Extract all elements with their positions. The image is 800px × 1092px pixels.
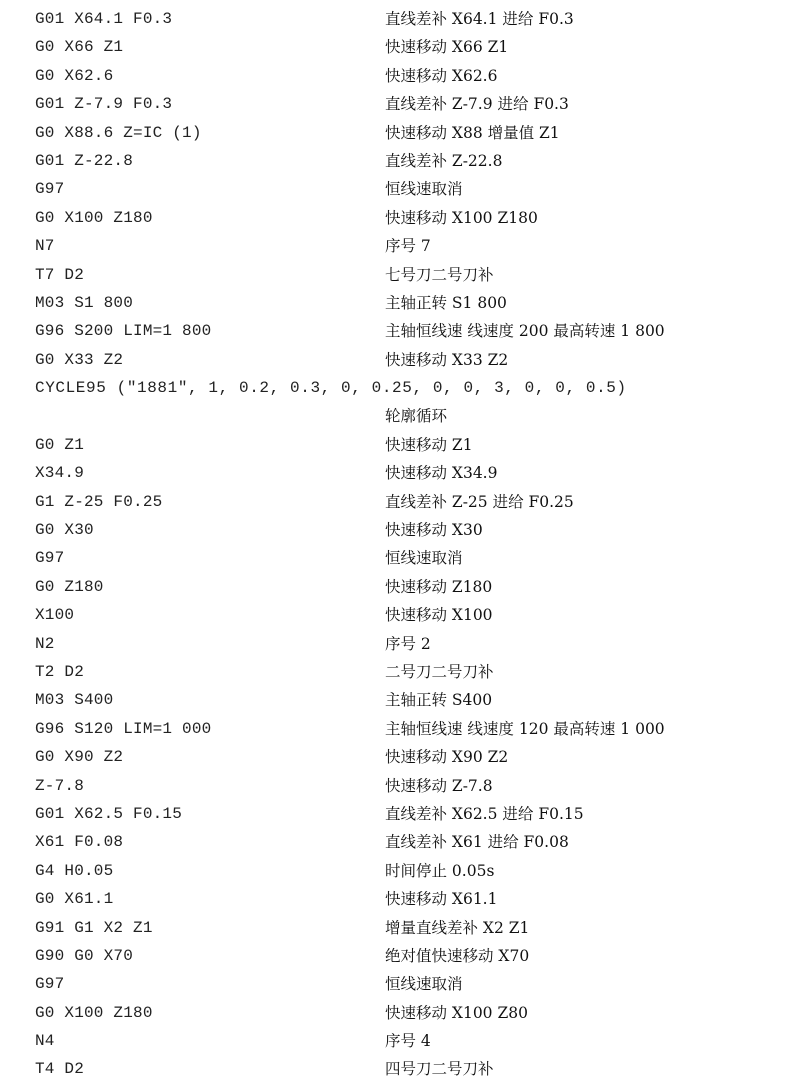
line-comment: 绝对值快速移动 X70 [385,946,530,965]
line-comment: 直线差补 X61 进给 F0.08 [385,833,569,852]
program-line [0,488,800,516]
nc-code: G0 X90 Z2 [35,748,124,767]
program-line [0,261,800,289]
nc-code: G90 G0 X70 [35,946,134,965]
line-comment: 快速移动 X88 增量值 Z1 [385,123,560,142]
line-comment: 快速移动 X62.6 [385,66,498,85]
program-line [0,715,800,743]
program-line [0,119,800,147]
nc-code: X61 F0.08 [35,833,124,852]
program-line [0,289,800,317]
program-line [0,573,800,601]
program-line [0,90,800,118]
nc-code: G0 Z180 [35,577,104,596]
line-comment: 恒线速取消 [385,180,463,199]
nc-code: T2 D2 [35,662,85,681]
line-comment: 快速移动 Z-7.8 [385,776,493,795]
line-comment: 快速移动 X100 Z80 [385,1003,528,1022]
program-line [0,914,800,942]
line-comment: 直线差补 X64.1 进给 F0.3 [385,10,574,28]
nc-code: Z-7.8 [35,776,85,795]
nc-code: X34.9 [35,464,85,483]
program-line [0,516,800,544]
nc-code: G97 [35,549,65,568]
line-comment: 快速移动 X100 Z180 [385,208,538,227]
nc-code: G01 Z-22.8 [35,151,134,170]
nc-code: N7 [35,237,55,256]
line-comment: 序号 2 [385,634,431,653]
program-line [0,857,800,885]
nc-code: G0 X100 Z180 [35,208,153,227]
program-line [0,346,800,374]
nc-code: T4 D2 [35,1060,85,1079]
line-comment: 快速移动 X33 Z2 [385,350,509,369]
program-line [0,431,800,459]
line-comment: 快速移动 X61.1 [385,890,498,909]
nc-code: G01 Z-7.9 F0.3 [35,95,173,114]
nc-code: G0 X33 Z2 [35,350,124,369]
program-line [0,942,800,970]
program-line [0,402,800,430]
program-line [0,5,800,33]
program-line [0,62,800,90]
program-line [0,772,800,800]
line-comment: 恒线速取消 [385,549,463,568]
nc-code: G97 [35,975,65,994]
line-comment: 七号刀二号刀补 [385,265,494,284]
line-comment: 直线差补 Z-22.8 [385,151,503,170]
nc-code: G0 X30 [35,521,94,540]
line-comment: 快速移动 X66 Z1 [385,38,509,57]
line-comment: 快速移动 X90 Z2 [385,748,509,767]
nc-program-listing [0,5,800,1084]
nc-code: G0 X62.6 [35,66,114,85]
line-comment: 序号 4 [385,1032,431,1051]
program-line [0,1027,800,1055]
program-line [0,885,800,913]
nc-code: M03 S1 800 [35,293,134,312]
nc-code: G01 X62.5 F0.15 [35,804,183,823]
program-line [0,601,800,629]
program-line [0,999,800,1027]
nc-code: G96 S120 LIM=1 000 [35,719,212,738]
program-line [0,800,800,828]
line-comment: 快速移动 Z1 [385,435,473,454]
nc-code: G1 Z-25 F0.25 [35,492,163,511]
program-line [0,743,800,771]
program-line [0,147,800,175]
nc-code: G0 Z1 [35,435,85,454]
program-line [0,630,800,658]
nc-code: G0 X61.1 [35,890,114,909]
line-comment: 直线差补 Z-25 进给 F0.25 [385,492,574,511]
program-line [0,544,800,572]
nc-code: G0 X88.6 Z=IC (1) [35,123,202,142]
line-comment: 快速移动 X34.9 [385,464,498,483]
nc-code: X100 [35,606,75,625]
nc-code: T7 D2 [35,265,85,284]
line-comment: 恒线速取消 [385,975,463,994]
line-comment: 快速移动 X30 [385,521,483,540]
line-comment: 轮廓循环 [385,407,448,426]
line-comment: 二号刀二号刀补 [385,662,494,681]
line-comment: 四号刀二号刀补 [385,1060,494,1079]
line-comment: 主轴正转 S400 [385,691,493,710]
nc-code: M03 S400 [35,691,114,710]
line-comment: 直线差补 Z-7.9 进给 F0.3 [385,95,569,114]
program-line [0,175,800,203]
line-comment: 主轴恒线速 线速度 120 最高转速 1 000 [385,719,665,738]
line-comment: 主轴正转 S1 800 [385,293,507,312]
program-line [0,686,800,714]
nc-code: G01 X64.1 F0.3 [35,10,173,28]
line-comment: 时间停止 0.05s [385,861,495,880]
program-line [0,828,800,856]
program-line [0,204,800,232]
nc-code: N2 [35,634,55,653]
nc-code: G0 X100 Z180 [35,1003,153,1022]
program-line [0,459,800,487]
program-line [0,970,800,998]
nc-code: CYCLE95 ("1881", 1, 0.2, 0.3, 0, 0.25, 0, 0, 3, 0, 0, 0.5) [35,379,627,398]
line-comment: 增量直线差补 X2 Z1 [385,918,530,937]
nc-code: G4 H0.05 [35,861,114,880]
nc-code: G97 [35,180,65,199]
program-line [0,33,800,61]
line-comment: 主轴恒线速 线速度 200 最高转速 1 800 [385,322,665,341]
program-line [0,374,800,402]
line-comment: 快速移动 Z180 [385,577,493,596]
program-line [0,1055,800,1083]
nc-code: G0 X66 Z1 [35,38,124,57]
program-line [0,317,800,345]
line-comment: 快速移动 X100 [385,606,493,625]
program-line [0,232,800,260]
nc-code: G96 S200 LIM=1 800 [35,322,212,341]
nc-code: G91 G1 X2 Z1 [35,918,153,937]
line-comment: 直线差补 X62.5 进给 F0.15 [385,804,584,823]
program-line [0,658,800,686]
nc-code: N4 [35,1032,55,1051]
line-comment: 序号 7 [385,237,431,256]
